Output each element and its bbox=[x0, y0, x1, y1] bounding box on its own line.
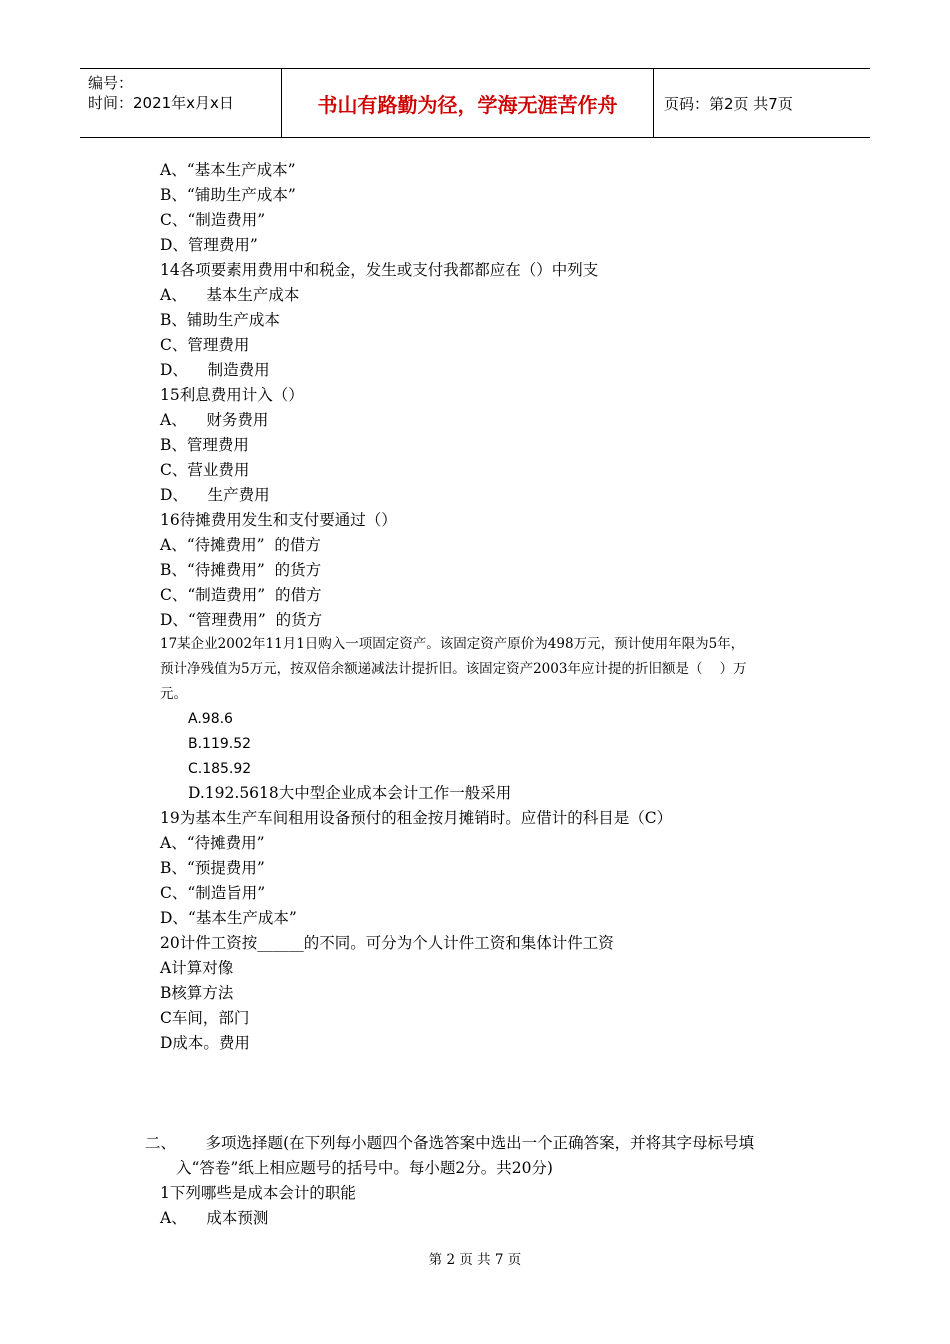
option-line: D成本。费用 bbox=[160, 1034, 250, 1052]
section-heading: 入“答卷”纸上相应题号的括号中。每小题2分。共20分) bbox=[176, 1159, 553, 1177]
option-line: A、“基本生产成本” bbox=[160, 161, 296, 179]
option-line: A计算对像 bbox=[160, 959, 234, 977]
option-line: C.185.92 bbox=[188, 761, 252, 777]
time-label: 时间：2021年x月x日 bbox=[88, 94, 234, 112]
option-line: B、“预提费用” bbox=[160, 859, 265, 877]
option-line: B、“待摊费用” 的货方 bbox=[160, 561, 322, 579]
question-line: 15利息费用计入（） bbox=[160, 386, 304, 404]
option-line: C、管理费用 bbox=[160, 336, 250, 354]
option-line: B核算方法 bbox=[160, 984, 234, 1002]
option-line: C车间，部门 bbox=[160, 1009, 250, 1027]
option-line: D、 制造费用 bbox=[160, 361, 270, 379]
header-page-number: 页码：第2页 共7页 bbox=[664, 94, 793, 113]
option-line: B、铺助生产成本 bbox=[160, 311, 280, 329]
option-line: A、 财务费用 bbox=[160, 411, 269, 429]
option-line: C、“制造费用” 的借方 bbox=[160, 586, 322, 604]
question-line: 14各项要素用费用中和税金，发生或支付我都都应在（）中列支 bbox=[160, 261, 599, 279]
option-line: B、“铺助生产成本” bbox=[160, 186, 296, 204]
option-line: D、“基本生产成本” bbox=[160, 909, 297, 927]
question-line: 17某企业2002年11月1日购入一项固定资产。该固定资产原价为498万元，预计使用年限为5年， bbox=[160, 636, 745, 652]
header-meta bbox=[80, 69, 282, 137]
option-line: B.119.52 bbox=[188, 736, 252, 752]
question-line: 16待摊费用发生和支付要通过（） bbox=[160, 511, 397, 529]
question-line: 元。 bbox=[160, 686, 187, 702]
question-line: 20计件工资按______的不同。可分为个人计件工资和集体计件工资 bbox=[160, 934, 614, 952]
question-line: 19为基本生产车间租用设备预付的租金按月摊销时。应借计的科目是（C） bbox=[160, 809, 673, 827]
option-line: D.192.5618大中型企业成本会计工作一般采用 bbox=[188, 784, 512, 802]
option-line: A、“待摊费用” bbox=[160, 834, 265, 852]
page-footer: 第 2 页 共 7 页 bbox=[428, 1252, 522, 1268]
option-line: C、“制造费用” bbox=[160, 211, 266, 229]
page-header bbox=[80, 68, 870, 138]
option-line: B、管理费用 bbox=[160, 436, 249, 454]
question-line: 预计净残值为5万元，按双倍余额递减法计提折旧。该固定资产2003年应计提的折旧额是（ ）万 bbox=[160, 661, 747, 677]
number-label: 编号： bbox=[88, 74, 134, 92]
option-line: D、 生产费用 bbox=[160, 486, 270, 504]
question-line: 1下列哪些是成本会计的职能 bbox=[160, 1184, 356, 1202]
option-line: A、 基本生产成本 bbox=[160, 286, 300, 304]
option-line: A.98.6 bbox=[188, 711, 233, 727]
option-line: D、管理费用” bbox=[160, 236, 258, 254]
header-motto: 书山有路勤为径，学海无涯苦作舟 bbox=[282, 69, 654, 137]
option-line: A、“待摊费用” 的借方 bbox=[160, 536, 321, 554]
section-heading: 二、 多项选择题(在下列每小题四个备选答案中选出一个正确答案，并将其字母标号填 bbox=[145, 1134, 755, 1152]
option-line: C、“制造旨用” bbox=[160, 884, 266, 902]
option-line: A、 成本预测 bbox=[160, 1209, 269, 1227]
option-line: C、营业费用 bbox=[160, 461, 250, 479]
option-line: D、“管理费用” 的货方 bbox=[160, 611, 323, 629]
